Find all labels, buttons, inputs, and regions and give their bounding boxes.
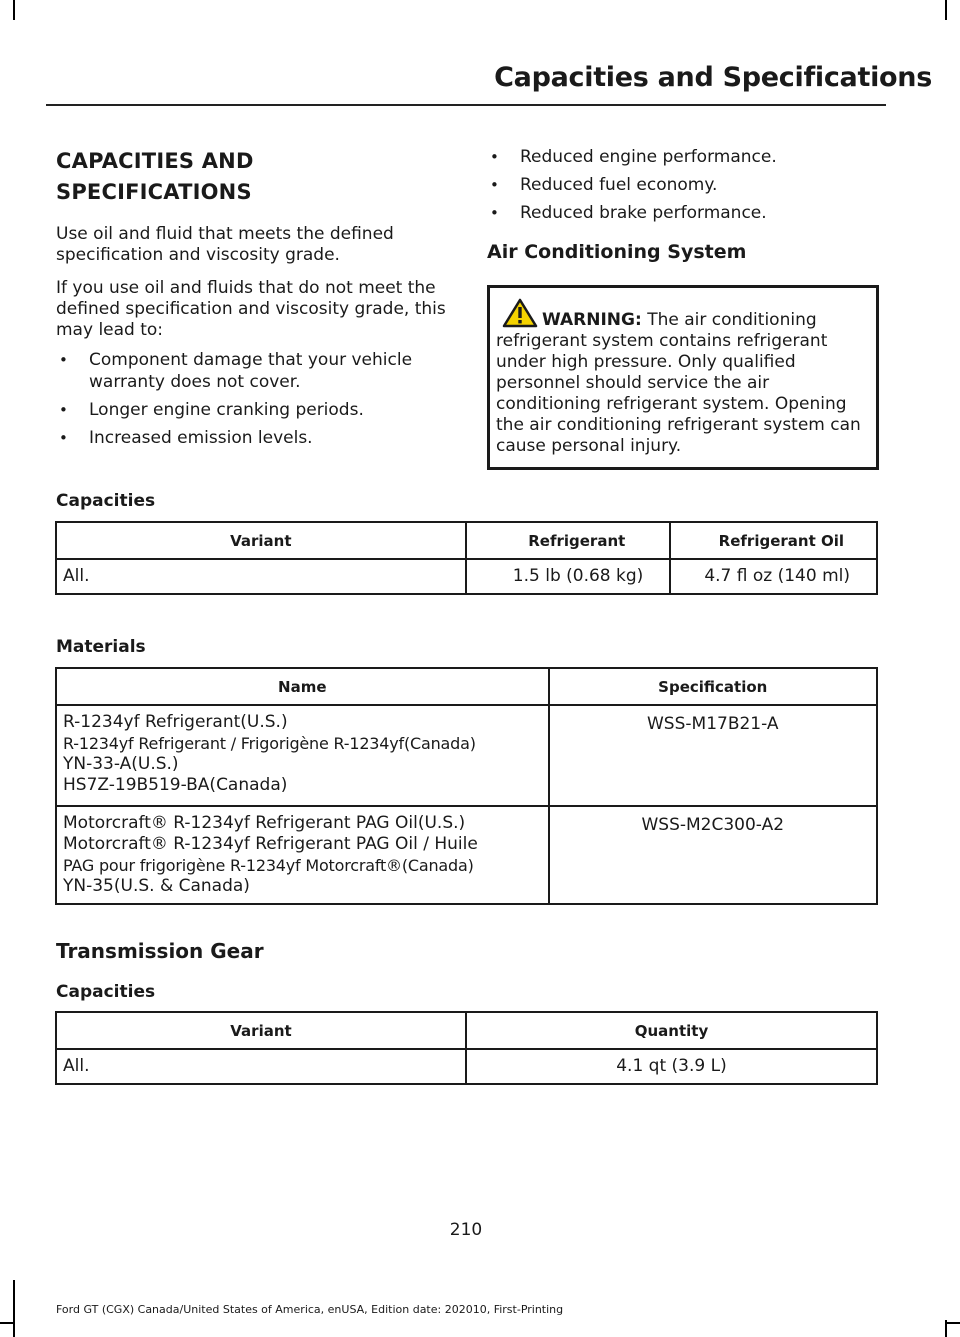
table-cell: R-1234yf Refrigerant(U.S.) R-1234yf Refrigerant / Frigorigène R-1234yf(Canada) YN-33-A(U.S.) HS7Z-19B519-BA(Canada) bbox=[56, 705, 549, 806]
table-row bbox=[56, 559, 877, 594]
list-item: • Increased emission levels. bbox=[56, 427, 448, 449]
materials-label: Materials bbox=[56, 637, 146, 657]
section-heading: CAPACITIES AND SPECIFICATIONS bbox=[56, 149, 254, 204]
left-column bbox=[56, 146, 448, 455]
table-cell: 4.1 qt (3.9 L) bbox=[466, 1049, 877, 1084]
capacities-label: Capacities bbox=[56, 982, 156, 1002]
page-number: 210 bbox=[449, 1220, 483, 1240]
column-header: Variant bbox=[56, 522, 466, 559]
table-header-row bbox=[56, 668, 877, 705]
crop-mark-bottom-left bbox=[13, 1280, 15, 1337]
footer-edition-info: Ford GT (CGX) Canada/United States of America, enUSA, Edition date: 202010, First-Printing bbox=[56, 1303, 564, 1316]
crop-mark-bottom-right-h bbox=[946, 1322, 960, 1324]
column-header: Refrigerant bbox=[466, 522, 671, 559]
transmission-capacities-table bbox=[55, 1011, 878, 1085]
table-row bbox=[56, 806, 877, 904]
list-item: • Reduced engine performance. bbox=[487, 146, 879, 168]
table-cell: Motorcraft® R-1234yf Refrigerant PAG Oil(U.S.) Motorcraft® R-1234yf Refrigerant PAG Oil / Huile PAG pour frigorigène R-1234yf Motorcraft®(Canada) YN-35(U.S. & Canada) bbox=[56, 806, 549, 904]
warning-triangle-icon bbox=[502, 298, 538, 328]
consequence-list-continued bbox=[487, 146, 879, 224]
table-cell: WSS-M2C300-A2 bbox=[549, 806, 877, 904]
list-item: • Longer engine cranking periods. bbox=[56, 399, 448, 421]
warning-text: The air conditioning refrigerant system contains refrigerant under high pressure. Only qualified personnel should service the air conditioning refrigerant system. Opening the air conditioning refrigerant system can cause personal injury. bbox=[496, 310, 861, 456]
ac-capacities-table bbox=[55, 521, 878, 595]
table-cell: 4.7 fl oz (140 ml) bbox=[670, 559, 877, 594]
warning-label: WARNING: bbox=[542, 310, 642, 330]
crop-mark-top-left bbox=[13, 0, 15, 20]
column-header: Quantity bbox=[466, 1012, 877, 1049]
column-header: Refrigerant Oil bbox=[670, 522, 877, 559]
table-cell: 1.5 lb (0.68 kg) bbox=[466, 559, 671, 594]
header-divider bbox=[46, 104, 886, 106]
table-cell: WSS-M17B21-A bbox=[549, 705, 877, 806]
column-header: Name bbox=[56, 668, 549, 705]
transmission-heading: Transmission Gear bbox=[56, 939, 264, 963]
table-cell: All. bbox=[56, 559, 466, 594]
column-header: Specification bbox=[549, 668, 877, 705]
table-row bbox=[56, 1049, 877, 1084]
materials-table bbox=[55, 667, 878, 905]
page-header-title: Capacities and Specifications bbox=[494, 62, 932, 93]
consequence-list bbox=[56, 349, 448, 449]
table-header-row bbox=[56, 522, 877, 559]
table-header-row bbox=[56, 1012, 877, 1049]
right-column bbox=[487, 146, 879, 470]
ac-system-heading: Air Conditioning System bbox=[487, 241, 747, 263]
intro-paragraph: Use oil and fluid that meets the defined specification and viscosity grade. bbox=[56, 224, 394, 265]
table-row bbox=[56, 705, 877, 806]
table-cell: All. bbox=[56, 1049, 466, 1084]
capacities-label: Capacities bbox=[56, 491, 156, 511]
list-item: • Reduced fuel economy. bbox=[487, 174, 879, 196]
crop-mark-bottom-left-h bbox=[0, 1322, 14, 1324]
list-item: • Component damage that your vehicle warranty does not cover. bbox=[56, 349, 448, 393]
crop-mark-top-right bbox=[945, 0, 947, 20]
list-item: • Reduced brake performance. bbox=[487, 202, 879, 224]
consequence-paragraph: If you use oil and fluids that do not meet the defined specification and viscosity grade, this may lead to: bbox=[56, 278, 446, 340]
warning-box bbox=[487, 285, 879, 470]
column-header: Variant bbox=[56, 1012, 466, 1049]
